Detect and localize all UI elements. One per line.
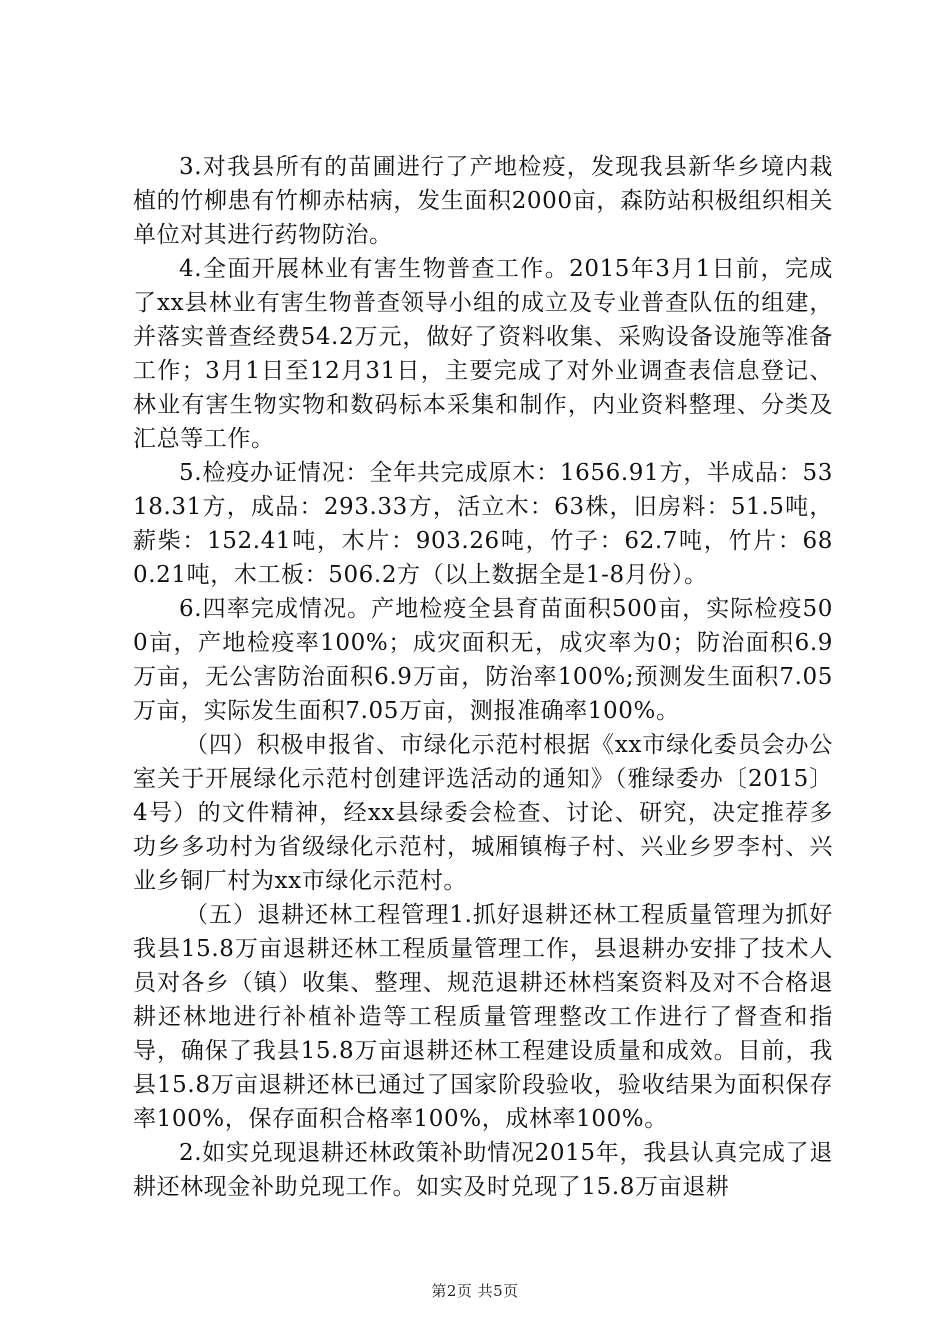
- paragraph-section-4: （四）积极申报省、市绿化示范村根据《xx市绿化委员会办公室关于开展绿化示范村创建评选活动的通知》（雅绿委办〔2015〕4号）的文件精神，经xx县绿委会检查、讨论、研究，决定推荐多功乡多功村为省级绿化示范村，城厢镇梅子村、兴业乡罗李村、兴业乡铜厂村为xx市绿化示范村。: [133, 732, 833, 894]
- paragraph-item-5: 5.检疫办证情况：全年共完成原木：1656.91方，半成品：5318.31方，成品：293.33方，活立木：63株，旧房料：51.5吨，薪柴：152.41吨，木片：903.26吨，竹子：62.7吨，竹片：680.21吨，木工板：506.2方（以上数据全是1-8月份）。: [133, 460, 833, 588]
- paragraph-item-6: 6.四率完成情况。产地检疫全县育苗面积500亩，实际检疫500亩，产地检疫率100%；成灾面积无，成灾率为0；防治面积6.9万亩，无公害防治面积6.9万亩，防治率100%;预测发生面积7.05万亩，实际发生面积7.05万亩，测报准确率100%。: [133, 596, 833, 724]
- paragraph-subitem-2: 2.如实兑现退耕还林政策补助情况2015年，我县认真完成了退耕还林现金补助兑现工作。如实及时兑现了15.8万亩退耕: [133, 1140, 833, 1200]
- paragraph-item-4: 4.全面开展林业有害生物普查工作。2015年3月1日前，完成了xx县林业有害生物普查领导小组的成立及专业普查队伍的组建，并落实普查经费54.2万元，做好了资料收集、采购设备设施等准备工作；3月1日至12月31日，主要完成了对外业调查表信息登记、林业有害生物实物和数码标本采集和制作，内业资料整理、分类及汇总等工作。: [133, 256, 833, 452]
- page-number: 第2页 共5页: [431, 1282, 519, 1300]
- paragraph-section-5: （五）退耕还林工程管理1.抓好退耕还林工程质量管理为抓好我县15.8万亩退耕还林工程质量管理工作，县退耕办安排了技术人员对各乡（镇）收集、整理、规范退耕还林档案资料及对不合格退耕还林地进行补植补造等工程质量管理整改工作进行了督查和指导，确保了我县15.8万亩退耕还林工程建设质量和成效。目前，我县15.8万亩退耕还林已通过了国家阶段验收，验收结果为面积保存率100%，保存面积合格率100%，成林率100%。: [133, 902, 833, 1132]
- document-body: [133, 150, 833, 1204]
- paragraph-item-3: 3.对我县所有的苗圃进行了产地检疫，发现我县新华乡境内栽植的竹柳患有竹柳赤枯病，发生面积2000亩，森防站积极组织相关单位对其进行药物防治。: [133, 154, 833, 248]
